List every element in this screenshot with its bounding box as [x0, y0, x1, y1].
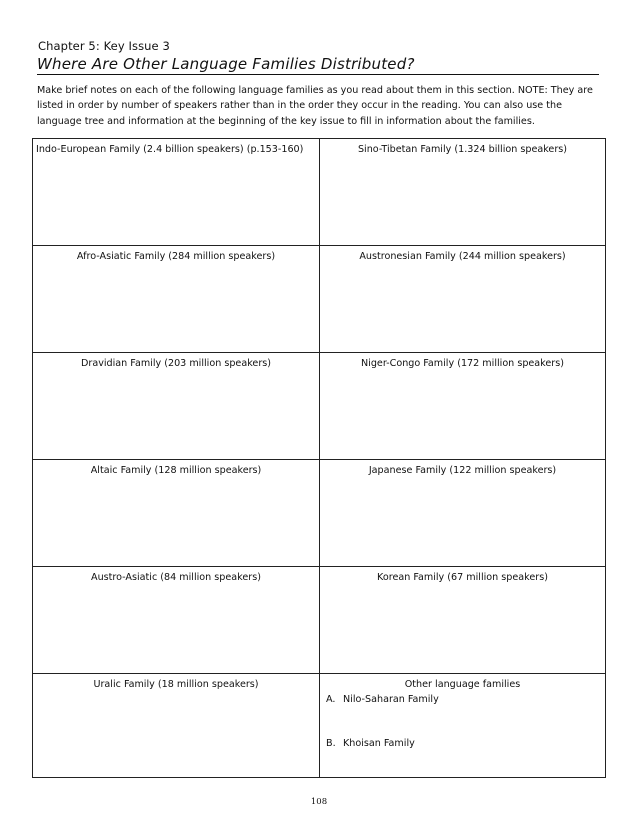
notes-cell-altaic[interactable] — [33, 460, 320, 567]
family-label: Japanese Family (122 million speakers) — [368, 465, 557, 476]
item-name: Nilo-Saharan Family — [343, 694, 439, 705]
page-number: 108 — [310, 797, 328, 807]
notes-cell-indo-european[interactable] — [33, 139, 320, 246]
family-label: Indo-European Family (2.4 billion speakers) (p.153-160) — [36, 144, 304, 155]
family-label: Austronesian Family (244 million speakers) — [359, 251, 566, 262]
family-label: Korean Family (67 million speakers) — [377, 572, 548, 583]
family-label: Altaic Family (128 million speakers) — [90, 465, 262, 476]
notes-cell-afro-asiatic[interactable] — [33, 246, 320, 353]
notes-cell-austro-asiatic[interactable] — [33, 567, 320, 674]
notes-cell-sino-tibetan[interactable] — [320, 139, 605, 246]
notes-cell-japanese[interactable] — [320, 460, 605, 567]
item-letter: A. — [326, 694, 336, 705]
notes-cell-korean[interactable] — [320, 567, 605, 674]
other-family-item — [326, 738, 415, 749]
chapter-heading: Chapter 5: Key Issue 3 — [38, 39, 170, 53]
notes-cell-other-families[interactable] — [320, 674, 605, 777]
item-name: Khoisan Family — [343, 738, 415, 749]
family-label: Uralic Family (18 million speakers) — [93, 679, 259, 690]
family-label: Other language families — [404, 679, 521, 690]
instructions-text: Make brief notes on each of the following language families as you read about them in this section. NOTE: They are listed in order by number of speakers rather than in the order they occur in the reading. You can also use the language tree and information at the beginning of the key issue to fill in information about the families. — [37, 85, 593, 127]
notes-table — [32, 138, 606, 778]
other-family-item — [326, 694, 439, 705]
notes-cell-dravidian[interactable] — [33, 353, 320, 460]
family-label: Dravidian Family (203 million speakers) — [80, 358, 272, 369]
notes-cell-niger-congo[interactable] — [320, 353, 605, 460]
notes-cell-austronesian[interactable] — [320, 246, 605, 353]
family-label: Niger-Congo Family (172 million speakers) — [361, 358, 564, 369]
family-label: Austro-Asiatic (84 million speakers) — [91, 572, 261, 583]
family-label: Afro-Asiatic Family (284 million speakers) — [76, 251, 276, 262]
family-label: Sino-Tibetan Family (1.324 billion speakers) — [357, 144, 568, 155]
page-title: Where Are Other Language Families Distributed? — [37, 55, 599, 75]
notes-cell-uralic[interactable] — [33, 674, 320, 777]
item-letter: B. — [326, 738, 336, 749]
